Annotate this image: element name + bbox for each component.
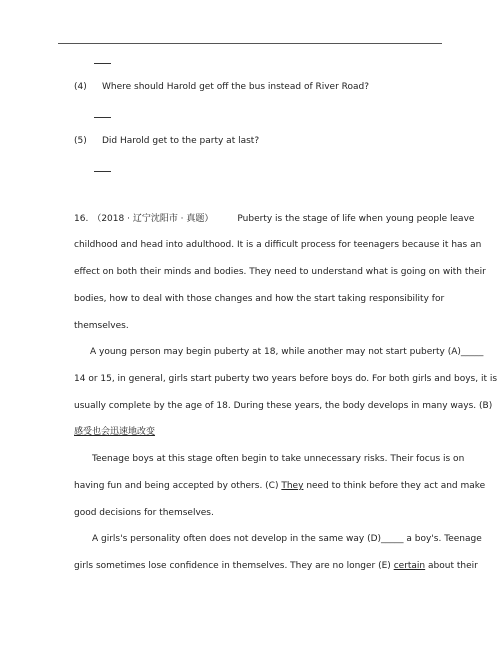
passage-p4-line-2-c: about their: [428, 561, 478, 571]
passage-p2-line-2: 14 or 15, in general, girls start puberty two years before boys do. For both girls and boys, it is: [74, 374, 498, 384]
passage-p2-line-1: A young person may begin puberty at 18, while another may not start puberty (A)_____: [90, 347, 484, 357]
passage-p4-line-2-a: girls sometimes lose confidence in themselves. They are no longer (E): [74, 561, 391, 571]
answer-blank-5: [94, 171, 111, 172]
passage-p3-line-1-wrap: [74, 453, 465, 465]
passage-p2-line-4: 感受也会迅速地改变: [74, 427, 156, 437]
answer-blank-3: [94, 63, 111, 64]
passage-p3-line-2-b: They: [281, 481, 304, 491]
passage-p3-line-1: Teenage boys at this stage often begin to take unnecessary risks. Their focus is on: [92, 454, 465, 464]
question-4-text: Where should Harold get off the bus instead of River Road?: [102, 82, 370, 92]
passage-p3-line-2-a: having fun and being accepted by others. (C): [74, 481, 279, 491]
passage-heading: [74, 213, 475, 225]
passage-p3-line-2-c: need to think before they act and make: [306, 481, 486, 491]
passage-p1-line-3: effect on both their minds and bodies. They need to understand what is going on with their: [74, 267, 486, 277]
question-5-text: Did Harold get to the party at last?: [102, 136, 260, 146]
passage-p4-line-2-b: certain: [393, 561, 426, 571]
passage-p2-line-3: usually complete by the age of 18. During these years, the body develops in many ways. (B): [74, 401, 493, 411]
passage-p2-line-1-wrap: [74, 346, 484, 358]
passage-p4-line-1: A girls's personality often does not develop in the same way (D)_____ a boy's. Teenage: [92, 534, 482, 544]
passage-p4-line-1-wrap: [74, 533, 482, 545]
passage-p3-line-3: good decisions for themselves.: [74, 508, 214, 518]
header-rule: [58, 43, 442, 44]
passage-p1-line-4: bodies, how to deal with those changes and how the start taking responsibility for: [74, 294, 445, 304]
passage-p2-line-4-wrap: [74, 426, 442, 438]
passage-source: （2018 · 辽宁沈阳市 · 真题）: [92, 214, 214, 224]
question-5-number: (5): [74, 136, 87, 146]
passage-p1-line-2: childhood and head into adulthood. It is a difficult process for teenagers because it has an: [74, 240, 482, 250]
passage-number: 16.: [74, 214, 89, 224]
passage-p4-line-2: [74, 560, 478, 572]
question-4-number: (4): [74, 82, 87, 92]
passage-p1-line-1: Puberty is the stage of life when young people leave: [237, 214, 475, 224]
answer-blank-4: [94, 117, 111, 118]
passage-p1-line-5: themselves.: [74, 321, 129, 331]
passage-p3-line-2: [74, 480, 486, 492]
